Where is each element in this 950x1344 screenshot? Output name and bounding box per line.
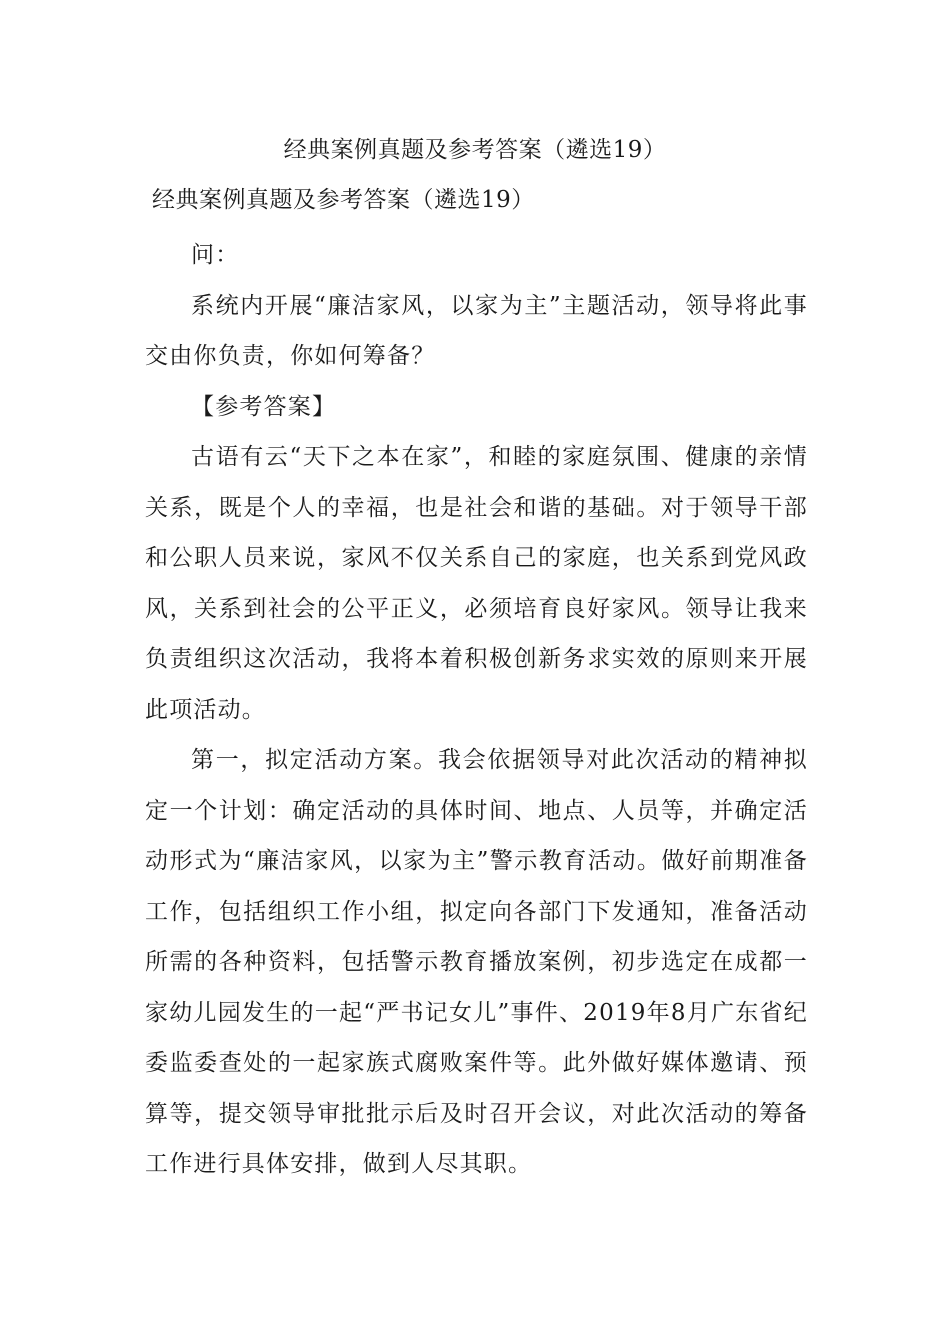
question-text: 系统内开展“廉洁家风，以家为主”主题活动，领导将此事交由你负责，你如何筹备？ <box>145 292 808 369</box>
question-label: 问： <box>191 242 240 268</box>
document-subtitle: 经典案例真题及参考答案（遴选19） <box>152 187 535 213</box>
answer-paragraph-first: 第一，拟定活动方案。我会依据领导对此次活动的精神拟定一个计划：确定活动的具体时间、地点、人员等，并确定活动形式为“廉洁家风，以家为主”警示教育活动。做好前期准备工作，包括组织工作小组，拟定向各部门下发通知，准备活动所需的各种资料，包括警示教育播放案例，初步选定在成都一家幼儿园发生的一起“严书记女儿”事件、2019年8月广东省纪委监委查处的一起家族式腐败案件等。此外做好媒体邀请、预算等，提交领导审批批示后及时召开会议，对此次活动的筹备工作进行具体安排，做到人尽其职。 <box>145 747 808 1177</box>
document-title: 经典案例真题及参考答案（遴选19） <box>283 137 667 163</box>
answer-label: 【参考答案】 <box>191 393 337 420</box>
answer-paragraph-intro: 古语有云“天下之本在家”，和睦的家庭氛围、健康的亲情关系，既是个人的幸福，也是社会和谐的基础。对于领导干部和公职人员来说，家风不仅关系自己的家庭，也关系到党风政风，关系到社会的公平正义，必须培育良好家风。领导让我来负责组织这次活动，我将本着积极创新务求实效的原则来开展此项活动。 <box>145 444 808 723</box>
document-body <box>145 230 808 1190</box>
